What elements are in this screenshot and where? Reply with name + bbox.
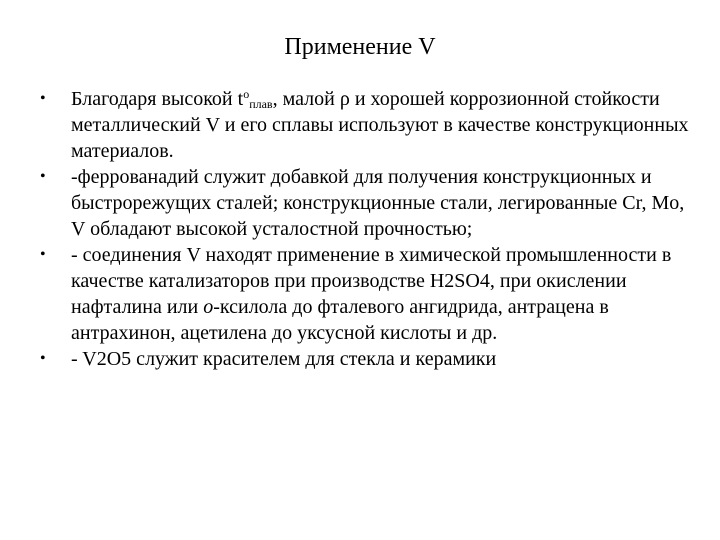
slide-title: Применение V — [284, 34, 436, 60]
bullet-item — [40, 164, 690, 242]
bullet-dot-icon: • — [40, 246, 46, 263]
bullet-dot-icon: • — [40, 350, 46, 367]
bullet-text: -феррованадий служит добавкой для получения конструкционных и быстрорежущих сталей; конструкционные стали, легированные Cr, Mo, V обладают высокой усталостной прочностью; — [71, 166, 685, 240]
bullet-item — [40, 86, 690, 164]
bullet-dot-icon: • — [40, 90, 46, 107]
bullet-text: Благодаря высокой t — [71, 88, 244, 110]
bullet-item — [40, 346, 690, 372]
bullet-dot-icon: • — [40, 168, 46, 185]
bullet-text: - V2O5 служит красителем для стекла и керамики — [71, 348, 497, 370]
bullet-item — [40, 242, 690, 346]
bullet-text: - соединения V находят применение в химической промышленности в качестве катализаторов при производстве H2SO4, при окислении нафталина или — [71, 244, 672, 318]
italic-ortho: о — [203, 296, 214, 318]
subscript-melt: плав — [249, 97, 273, 111]
superscript-degree: o — [243, 87, 250, 101]
bullet-text: -ксилола до фталевого ангидрида, антрацена в антрахинон, ацетилена до уксусной кислоты и др. — [71, 296, 609, 344]
bullet-list — [40, 86, 690, 372]
bullet-text: , малой ρ и хорошей коррозионной стойкости металлический V и его сплавы используют в качестве конструкционных материалов. — [71, 88, 689, 162]
